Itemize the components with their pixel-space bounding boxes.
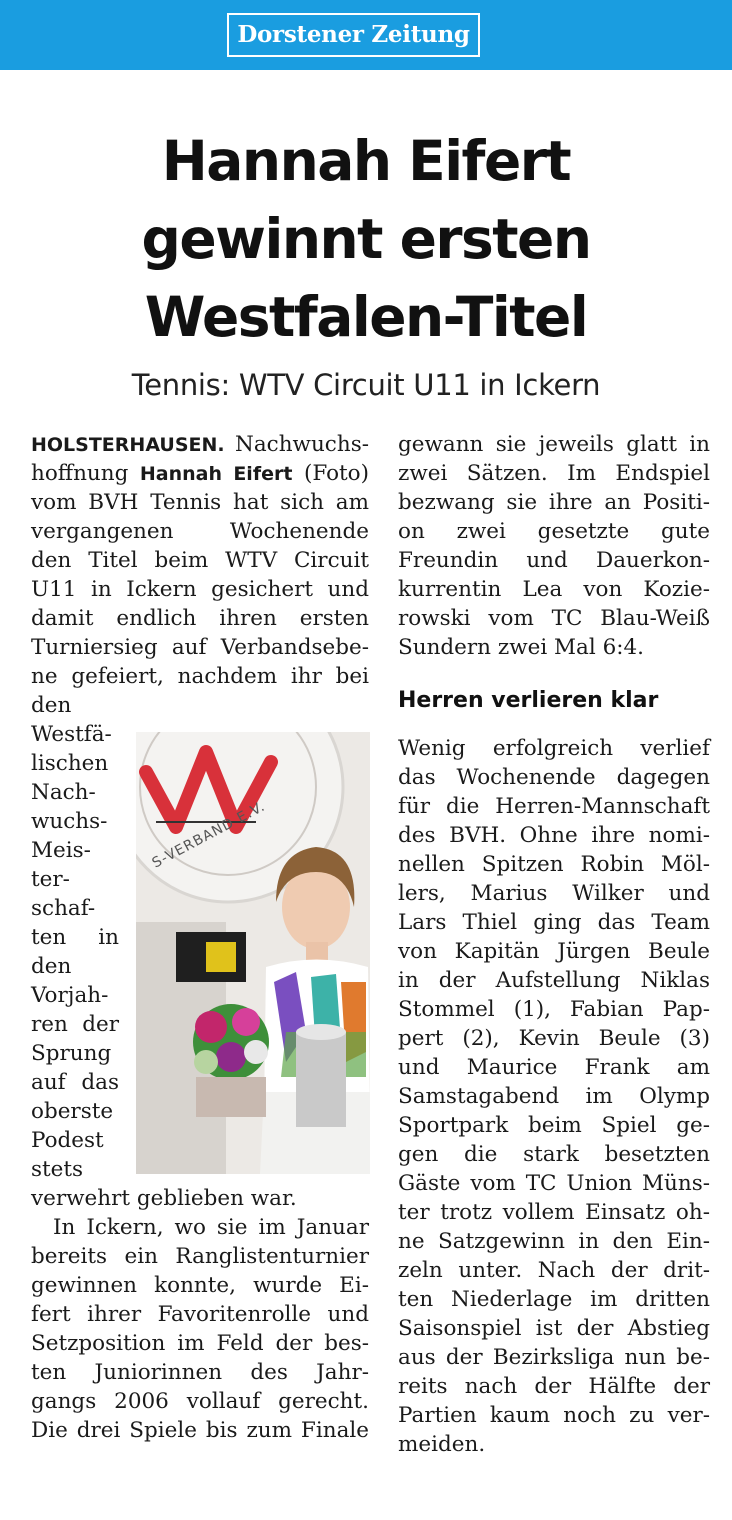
body-line: Sundern zwei Mal 6:4.	[398, 635, 645, 660]
body-line: Sprung	[31, 1041, 112, 1066]
body-line: Westfä-	[31, 722, 112, 747]
body-line	[31, 430, 369, 460]
body-line: U11 in Ickern gesichert und	[31, 577, 369, 602]
body-line: von Kapitän Jürgen Beule	[398, 939, 710, 964]
article-subline: Tennis: WTV Circuit U11 in Ickern	[131, 368, 601, 402]
body-line: Vorjah-	[31, 983, 109, 1008]
body-line: damit endlich ihren ersten	[31, 606, 369, 631]
body-line: gewann sie jeweils glatt in	[398, 432, 710, 457]
body-line: und Maurice Frank am	[398, 1055, 710, 1080]
body-line: on zwei gesetzte gute	[398, 519, 710, 544]
body-line: stets	[31, 1157, 84, 1182]
body-line: Lars Thiel ging das Team	[398, 910, 710, 935]
body-line: bezwang sie ihre an Positi-	[398, 490, 710, 515]
body-line: bereits ein Ranglistenturnier	[31, 1244, 369, 1269]
body-line: den	[31, 954, 72, 979]
body-line: verwehrt geblieben war.	[31, 1186, 297, 1211]
body-line: den Titel beim WTV Circuit	[31, 548, 369, 573]
body-line: kurrentin Lea von Kozie-	[398, 577, 710, 602]
body-text: hoffnung	[31, 461, 129, 486]
body-text: Nachwuchs-	[235, 432, 369, 457]
newspaper-logo: Dorstener Zeitung	[227, 13, 480, 57]
body-line: reits nach der Hälfte der	[398, 1374, 710, 1399]
subheading: Herren verlieren klar	[398, 688, 659, 713]
article-photo	[136, 732, 370, 1174]
body-line: für die Herren-Mannschaft	[398, 794, 710, 819]
photo-illustration	[136, 732, 370, 1174]
body-line: Stommel (1), Fabian Pap-	[398, 997, 710, 1022]
body-line: ne gefeiert, nachdem ihr bei	[31, 664, 369, 689]
body-line: Sportpark beim Spiel ge-	[398, 1113, 710, 1138]
body-line: gangs 2006 vollauf gerecht.	[31, 1389, 369, 1414]
article-headline	[0, 122, 732, 356]
body-line: ten in	[31, 925, 119, 950]
body-line: in der Aufstellung Niklas	[398, 968, 710, 993]
body-line: Podest	[31, 1128, 104, 1153]
body-line: oberste	[31, 1099, 114, 1124]
photo-banner-text: S-VERBAND E.V.	[149, 798, 269, 872]
body-line: lischen	[31, 751, 109, 776]
body-line: den	[31, 693, 72, 718]
body-line: Turniersieg auf Verbandsebe-	[31, 635, 369, 660]
body-line: ten Niederlage im dritten	[398, 1287, 710, 1312]
body-line: rowski vom TC Blau-Weiß	[398, 606, 710, 631]
body-line: Freundin und Dauerkon-	[398, 548, 710, 573]
body-line: Setzposition im Feld der bes-	[31, 1331, 369, 1356]
body-line: Saisonspiel ist der Abstieg	[398, 1316, 710, 1341]
body-line: Nach-	[31, 780, 96, 805]
body-line: wuchs-	[31, 809, 108, 834]
body-line: Partien kaum noch zu ver-	[398, 1403, 710, 1428]
body-line: das Wochenende dagegen	[398, 765, 710, 790]
body-line: ne Satzgewinn in den Ein-	[398, 1229, 710, 1254]
body-line: pert (2), Kevin Beule (3)	[398, 1026, 710, 1051]
body-line: fert ihrer Favoritenrolle und	[31, 1302, 369, 1327]
body-line: vom BVH Tennis hat sich am	[31, 490, 369, 515]
body-line: zwei Sätzen. Im Endspiel	[398, 461, 710, 486]
body-text: (Foto)	[303, 461, 370, 486]
body-line: vergangenen Wochenende	[31, 519, 369, 544]
body-line: In Ickern, wo sie im Januar	[53, 1215, 369, 1240]
body-line	[31, 459, 369, 489]
body-line: Meis-	[31, 838, 91, 863]
body-line: gewinnen konnte, wurde Ei-	[31, 1273, 369, 1298]
headline-line: Hannah Eifert	[161, 129, 571, 193]
body-line: gen die stark besetzten	[398, 1142, 710, 1167]
body-line: nellen Spitzen Robin Möl-	[398, 852, 710, 877]
body-line: Wenig erfolgreich verlief	[398, 736, 710, 761]
masthead-bar	[0, 0, 732, 70]
body-line: Samstagabend im Olymp	[398, 1084, 710, 1109]
body-line: ren der	[31, 1012, 119, 1037]
body-line: ter trotz vollem Einsatz oh-	[398, 1200, 710, 1225]
headline-line: gewinnt ersten	[141, 207, 591, 271]
body-line: schaf-	[31, 896, 96, 921]
body-line: meiden.	[398, 1432, 486, 1457]
body-line: ten Juniorinnen des Jahr-	[31, 1360, 369, 1385]
headline-line: Westfalen-Titel	[144, 285, 588, 349]
dateline: HOLSTERHAUSEN.	[31, 434, 225, 456]
body-line: ter-	[31, 867, 70, 892]
body-line: auf das	[31, 1070, 119, 1095]
body-line: zeln unter. Nach der drit-	[398, 1258, 710, 1283]
body-line: lers, Marius Wilker und	[398, 881, 710, 906]
body-line: Gäste vom TC Union Müns-	[398, 1171, 710, 1196]
body-line: aus der Bezirksliga nun be-	[398, 1345, 710, 1370]
body-line: des BVH. Ohne ihre nomi-	[398, 823, 710, 848]
body-line: Die drei Spiele bis zum Finale	[31, 1418, 369, 1443]
person-name: Hannah Eifert	[139, 463, 293, 485]
